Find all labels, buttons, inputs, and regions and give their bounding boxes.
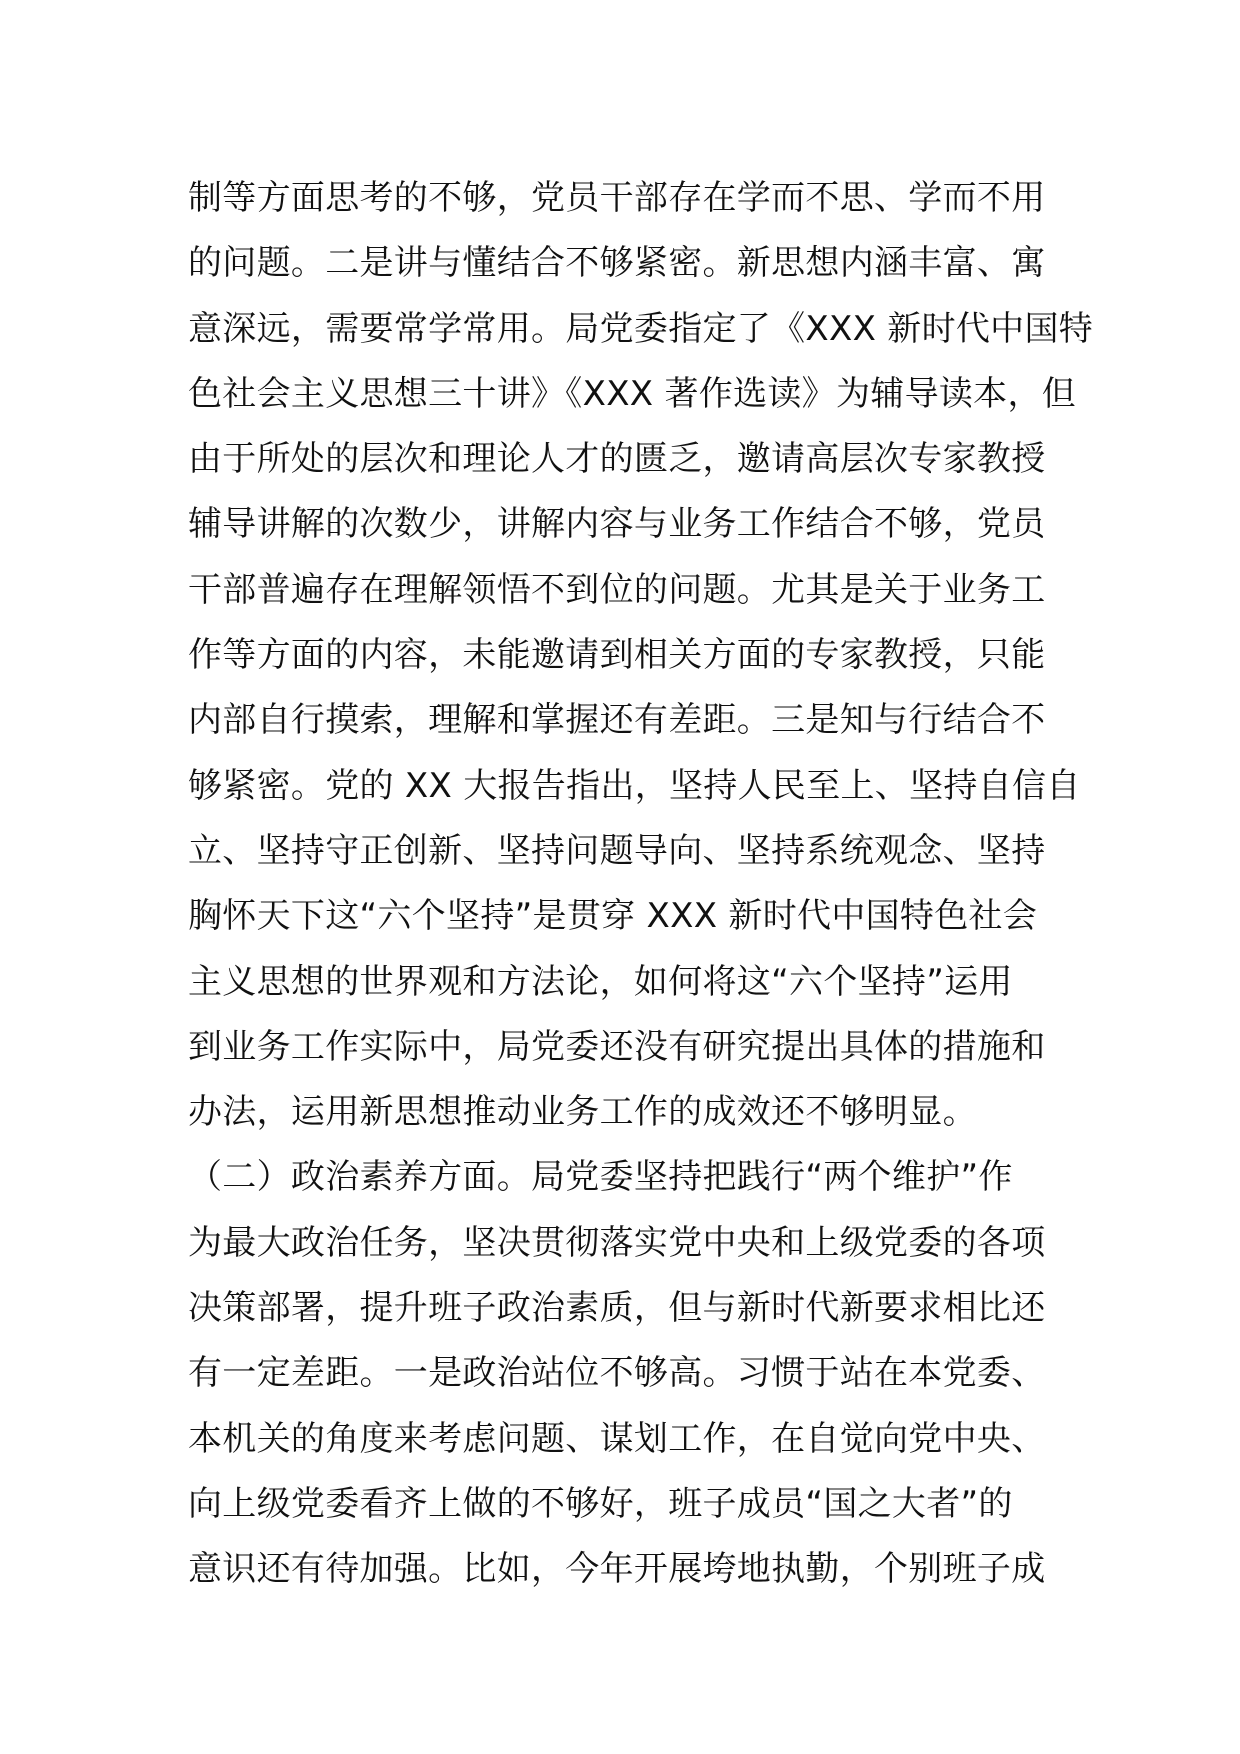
text-line: 向上级党委看齐上做的不够好，班子成员“国之大者”的 [188,1483,1013,1524]
text-line: 有一定差距。一是政治站位不够高。习惯于站在本党委、 [188,1353,1046,1394]
text-line: 的问题。二是讲与懂结合不够紧密。新思想内涵丰富、寓 [188,243,1046,284]
text-line: 够紧密。党的 XX 大报告指出，坚持人民至上、坚持自信自 [188,765,1081,806]
text-line: 由于所处的层次和理论人才的匮乏，邀请高层次专家教授 [188,439,1046,480]
text-line: 办法，运用新思想推动业务工作的成效还不够明显。 [188,1092,977,1133]
text-line: 意识还有待加强。比如，今年开展垮地执勤，个别班子成 [188,1549,1046,1590]
body-text [188,166,1094,1603]
text-line: 立、坚持守正创新、坚持问题导向、坚持系统观念、坚持 [188,830,1046,871]
text-line: 色社会主义思想三十讲》《XXX 著作选读》为辅导读本，但 [188,373,1077,414]
section-heading-line: （二）政治素养方面。局党委坚持把践行“两个维护”作 [188,1157,1013,1198]
text-line: 辅导讲解的次数少，讲解内容与业务工作结合不够，党员 [188,504,1046,545]
text-line: 内部自行摸索，理解和掌握还有差距。三是知与行结合不 [188,700,1046,741]
text-line: 主义思想的世界观和方法论，如何将这“六个坚持”运用 [188,961,1013,1002]
text-line: 本机关的角度来考虑问题、谋划工作，在自觉向党中央、 [188,1418,1046,1459]
text-line: 胸怀天下这“六个坚持”是贯穿 XXX 新时代中国特色社会 [188,896,1038,937]
text-line: 意深远，需要常学常用。局党委指定了《XXX 新时代中国特 [188,308,1094,349]
text-line: 干部普遍存在理解领悟不到位的问题。尤其是关于业务工 [188,569,1046,610]
text-line: 到业务工作实际中，局党委还没有研究提出具体的措施和 [188,1026,1046,1067]
text-line: 为最大政治任务，坚决贯彻落实党中央和上级党委的各项 [188,1222,1046,1263]
text-line: 制等方面思考的不够，党员干部存在学而不思、学而不用 [188,178,1046,218]
text-line: 决策部署，提升班子政治素质，但与新时代新要求相比还 [188,1288,1046,1329]
text-line: 作等方面的内容，未能邀请到相关方面的专家教授，只能 [188,635,1046,676]
